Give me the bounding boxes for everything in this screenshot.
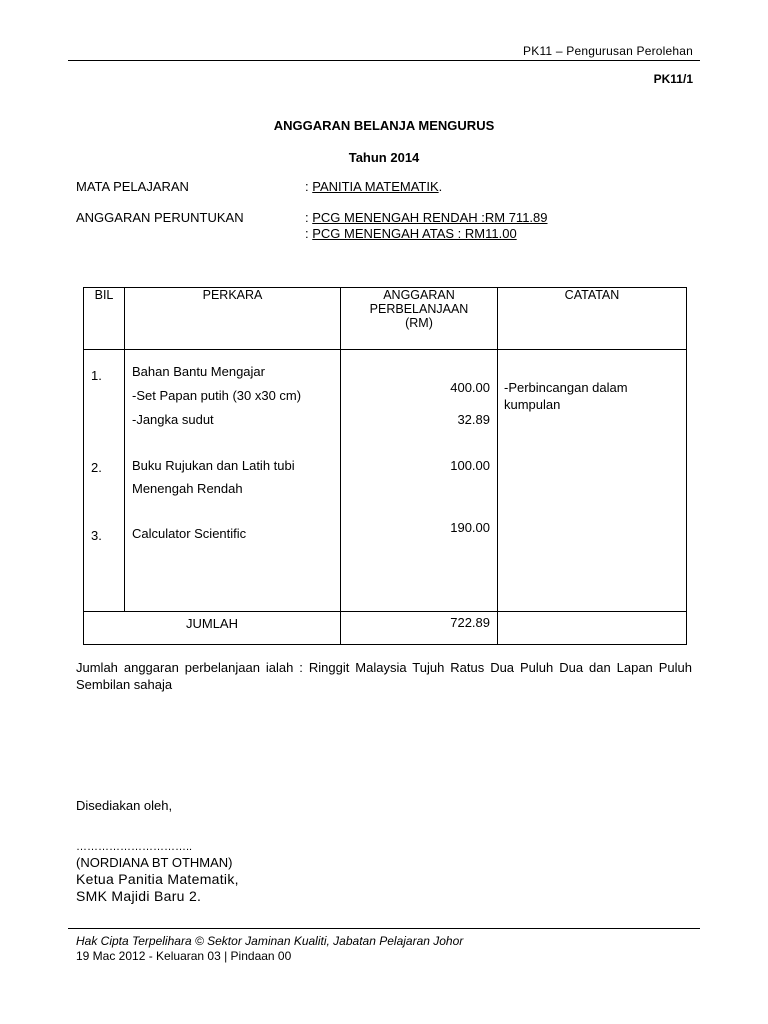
total-value: 722.89 xyxy=(341,612,498,645)
document-year: Tahun 2014 xyxy=(348,150,420,165)
header-divider xyxy=(68,60,700,61)
header-text: PK11 – Pengurusan Perolehan xyxy=(523,44,693,58)
alloc1-prefix: : xyxy=(305,210,313,225)
bil-2: 2. xyxy=(91,460,102,475)
alloc2-value: PCG MENENGAH ATAS : RM11.00 xyxy=(312,226,517,241)
catatan-1: -Perbincangan dalam xyxy=(504,380,628,395)
table-header-row xyxy=(84,288,687,350)
subject-label: MATA PELAJARAN xyxy=(76,179,189,194)
amount-3: 100.00 xyxy=(450,458,490,473)
perkara-3: -Jangka sudut xyxy=(132,412,214,427)
table-body-row xyxy=(84,350,687,612)
amount-cell xyxy=(341,350,498,612)
amount-1: 400.00 xyxy=(450,380,490,395)
perkara-2: -Set Papan putih (30 x30 cm) xyxy=(132,388,302,403)
prepared-by: Disediakan oleh, xyxy=(76,798,173,813)
bil-1: 1. xyxy=(91,368,102,383)
signer-school: SMK Majidi Baru 2. xyxy=(76,888,202,904)
allocation-line-1 xyxy=(305,210,548,225)
bil-3: 3. xyxy=(91,528,102,543)
summary-text: Jumlah anggaran perbelanjaan ialah : Ringgit Malaysia Tujuh Ratus Dua Puluh Dua dan Lapan Puluh Sembilan sahaja xyxy=(76,660,692,692)
total-catatan xyxy=(498,612,687,645)
signer-name: (NORDIANA BT OTHMAN) xyxy=(76,855,233,870)
header-anggaran-2: PERBELANJAAN xyxy=(369,302,469,316)
alloc2-prefix: : xyxy=(305,226,313,241)
perkara-5: Menengah Rendah xyxy=(132,481,243,496)
allocation-label: ANGGARAN PERUNTUKAN xyxy=(76,210,244,225)
catatan-2: kumpulan xyxy=(504,397,561,412)
subject-value-line xyxy=(305,179,442,194)
header-anggaran-1: ANGGARAN xyxy=(383,288,455,302)
header-bil: BIL xyxy=(84,288,125,350)
alloc1-value: PCG MENENGAH RENDAH :RM 711.89 xyxy=(312,210,548,225)
budget-table xyxy=(83,287,687,645)
subject-value: PANITIA MATEMATIK xyxy=(312,179,439,194)
footer-copyright: Hak Cipta Terpelihara © Sektor Jaminan Kualiti, Jabatan Pelajaran Johor xyxy=(76,934,464,948)
amount-2: 32.89 xyxy=(457,412,490,427)
bil-cell xyxy=(84,350,125,612)
perkara-6: Calculator Scientific xyxy=(132,526,247,541)
document-code: PK11/1 xyxy=(653,72,693,86)
subject-suffix: . xyxy=(438,179,443,194)
perkara-4: Buku Rujukan dan Latih tubi xyxy=(132,458,295,473)
header-catatan: CATATAN xyxy=(498,288,687,350)
header-anggaran-3: (RM) xyxy=(405,316,433,330)
amount-4: 190.00 xyxy=(450,520,490,535)
document-title: ANGGARAN BELANJA MENGURUS xyxy=(273,118,495,133)
header-perkara: PERKARA xyxy=(125,288,341,350)
allocation-line-2 xyxy=(305,226,517,241)
signature-dots: ………………………….. xyxy=(76,841,193,853)
header-anggaran xyxy=(341,288,498,350)
catatan-cell xyxy=(498,350,687,612)
subject-prefix: : xyxy=(305,179,313,194)
perkara-cell xyxy=(125,350,341,612)
table-total-row xyxy=(84,612,687,645)
perkara-1: Bahan Bantu Mengajar xyxy=(132,364,265,379)
total-label: JUMLAH xyxy=(84,612,341,645)
signer-position: Ketua Panitia Matematik, xyxy=(76,871,239,887)
footer-divider xyxy=(68,928,700,929)
footer-revision: 19 Mac 2012 - Keluaran 03 | Pindaan 00 xyxy=(76,949,292,963)
